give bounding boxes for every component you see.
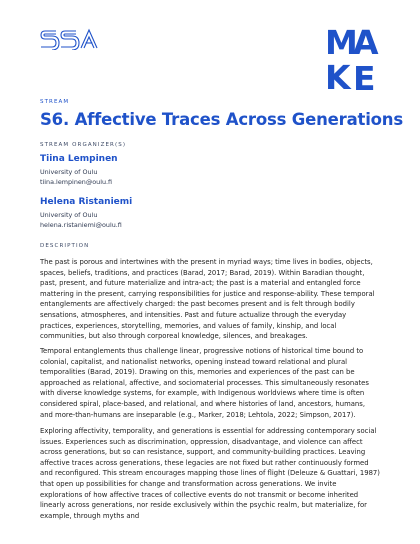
make-logo-letter: K	[325, 58, 350, 97]
make-logo	[325, 23, 381, 98]
organizer-email[interactable]: tiina.lempinen@oulu.fi	[40, 178, 113, 186]
page-title: S6. Affective Traces Across Generations	[40, 110, 403, 129]
description-label: DESCRIPTION	[40, 243, 90, 249]
organizer-affiliation: University of Oulu	[40, 168, 98, 176]
make-logo-letter: E	[353, 59, 375, 98]
organizer-name: Helena Ristaniemi	[40, 197, 133, 207]
description-paragraph: Temporal entanglements thus challenge linear, progressive notions of historical time bound to colonial, capitalist, and nationalist networks, opening instead toward relational and plural temporalities (Barad, 2019). Drawing on this, memories and experiences of the past can be approached as relational, affective, and sociomaterial processes. This simultaneously resonates with diverse knowledge systems, for example, with Indigenous worldviews where time is often considered spiral, place-based, and relational, and where histories of land, ancestors, humans, and more-than-humans are inseparable (e.g., Marker, 2018; Lehtola, 2022; Simpson, 2017).	[40, 347, 369, 419]
organizer-email[interactable]: helena.ristaniemi@oulu.fi	[40, 221, 122, 229]
description-paragraph: The past is porous and intertwines with the present in myriad ways; time lives in bodies, objects, spaces, beliefs, traditions, and practices (Barad, 2017; Barad, 2019). Within Baradian thought, past, present, and future materialize and intra-act; the past is a material and entangled force mattering in the present, carrying responsibilities for justice and response-ability. These temporal entanglements are affectively charged: the past becomes present and is felt through bodily sensations, atmospheres, and intensities. Past and future actualize through the everyday practices, experiences, storytelling, memories, and values of family, kinship, and local communities, but also through corporeal knowledge, silences, and breakages.	[40, 258, 375, 341]
make-logo-letter: A	[353, 23, 378, 62]
organizer-affiliation: University of Oulu	[40, 211, 98, 219]
make-logo-letter: M	[325, 23, 357, 62]
ssa-logo	[40, 28, 98, 50]
stream-kicker: STREAM	[40, 99, 70, 105]
organizers-label: STREAM ORGANIZER(S)	[40, 142, 127, 148]
organizer-name: Tiina Lempinen	[40, 154, 118, 164]
description-paragraph: Exploring affectivity, temporality, and generations is essential for addressing contemporary social issues. Experiences such as discrimination, oppression, disadvantage, and violence can affect across generations, but so can resistance, support, and community-building practices. Leaving affective traces across generations, these legacies are not fixed but rather continuously formed and reconfigured. This stream encourages mapping those lines of flight (Deleuze & Guattari, 1987) that open up possibilities for change and transformation across generations. We invite explorations of how affective traces of collective events do not transmit or become inherited linearly across generations, nor reside exclusively within the psychic realm, but materialize, for example, through myths and	[40, 427, 380, 520]
